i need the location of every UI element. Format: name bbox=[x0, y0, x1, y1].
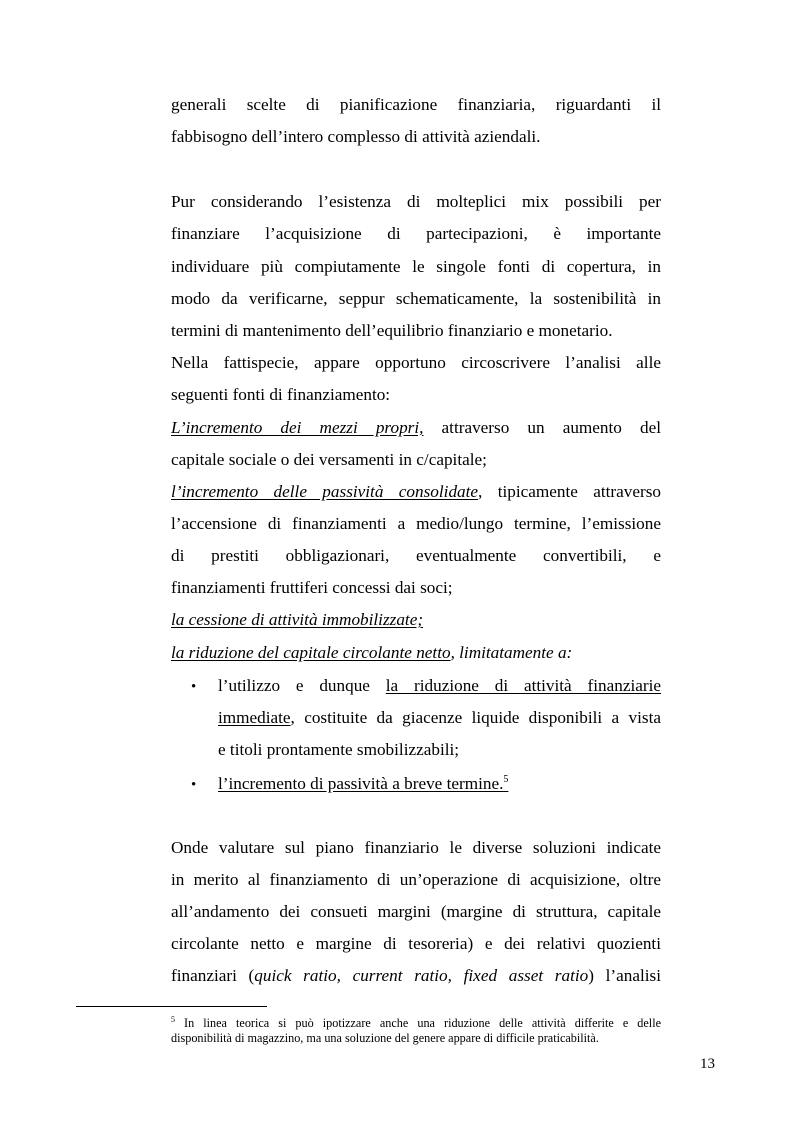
source-title-long-term-debt: l’incremento delle passività consolidate bbox=[171, 482, 479, 501]
source-title-asset-disposal: la cessione di attività immobilizzate; bbox=[171, 610, 424, 629]
body-text-line: Onde valutare sul piano finanziario le diverse soluzioni indicate bbox=[171, 838, 661, 857]
bullet-icon: • bbox=[191, 679, 197, 695]
body-text-line: fabbisogno dell’intero complesso di attività aziendali. bbox=[171, 127, 541, 146]
footnote-text: $^5$ In linea teorica si può ipotizzare anche una riduzione delle attività differite e delle bbox=[171, 1015, 661, 1030]
body-text-line: Nella fattispecie, appare opportuno circoscrivere l’analisi alle bbox=[171, 353, 661, 372]
body-text-line: di prestiti obbligazionari, eventualmente convertibili, e bbox=[171, 546, 661, 565]
footnote-number: 5 bbox=[171, 1015, 175, 1024]
source-text: , tipicamente attraverso bbox=[478, 482, 661, 501]
body-text-line: circolante netto e margine di tesoreria) e dei relativi quozienti bbox=[171, 934, 661, 953]
source-item-long-term-debt bbox=[171, 482, 661, 502]
bullet-text-line: e titoli prontamente smobilizzabili; bbox=[218, 740, 460, 759]
source-title-working-capital: la riduzione del capitale circolante netto bbox=[171, 643, 451, 662]
body-text-line: in merito al finanziamento di un’operazione di acquisizione, oltre bbox=[171, 870, 661, 889]
body-text-line: finanziari (quick ratio, current ratio, fixed asset ratio) l’analisi bbox=[171, 966, 661, 985]
bullet-text-line bbox=[218, 774, 661, 794]
bullet-underlined-text: la riduzione di attività finanziarie bbox=[385, 676, 661, 695]
body-text-line: individuare più compiutamente le singole fonti di copertura, in bbox=[171, 257, 661, 276]
footnote-ref[interactable]: 5 bbox=[503, 774, 509, 785]
bullet-text: l’utilizzo e dunque bbox=[218, 676, 386, 695]
body-text-line: Pur considerando l’esistenza di molteplici mix possibili per bbox=[171, 192, 661, 211]
body-text-line: modo da verificarne, seppur schematicamente, la sostenibilità in bbox=[171, 289, 661, 308]
footnote-text: disponibilità di magazzino, ma una soluzione del genere appare di difficile praticabilità. bbox=[171, 1031, 599, 1045]
bullet-underlined-text: immediate bbox=[218, 708, 291, 727]
footnote-divider bbox=[76, 1006, 267, 1007]
source-item-asset-disposal bbox=[171, 610, 661, 630]
source-title-equity: L’incremento dei mezzi propri, bbox=[171, 418, 424, 437]
bullet-text-line bbox=[218, 708, 661, 728]
source-text: , limitatamente a: bbox=[450, 643, 573, 662]
body-text-line: all’andamento dei consueti margini (margine di struttura, capitale bbox=[171, 902, 661, 921]
body-text-line: finanziamenti fruttiferi concessi dai soci; bbox=[171, 578, 453, 597]
body-text-line: capitale sociale o dei versamenti in c/capitale; bbox=[171, 450, 487, 469]
source-item-working-capital bbox=[171, 643, 661, 663]
source-text: attraverso un aumento del bbox=[423, 418, 661, 437]
body-text-line: finanziare l’acquisizione di partecipazioni, è importante bbox=[171, 224, 661, 243]
bullet-underlined-text: l’incremento di passività a breve termine.$^5$ bbox=[218, 774, 509, 793]
source-item-equity bbox=[171, 418, 661, 438]
page-number: 13 bbox=[700, 1056, 715, 1072]
bullet-text: , costituite da giacenze liquide disponibili a vista bbox=[290, 708, 661, 727]
body-text-line: l’accensione di finanziamenti a medio/lungo termine, l’emissione bbox=[171, 514, 661, 533]
ratio-names: quick ratio, current ratio, fixed asset ratio bbox=[254, 966, 589, 985]
body-text-line: termini di mantenimento dell’equilibrio finanziario e monetario. bbox=[171, 321, 613, 340]
bullet-text-line bbox=[218, 676, 661, 696]
body-text-line: generali scelte di pianificazione finanziaria, riguardanti il bbox=[171, 95, 661, 114]
body-text-line: seguenti fonti di finanziamento: bbox=[171, 385, 391, 404]
bullet-icon: • bbox=[191, 777, 197, 793]
